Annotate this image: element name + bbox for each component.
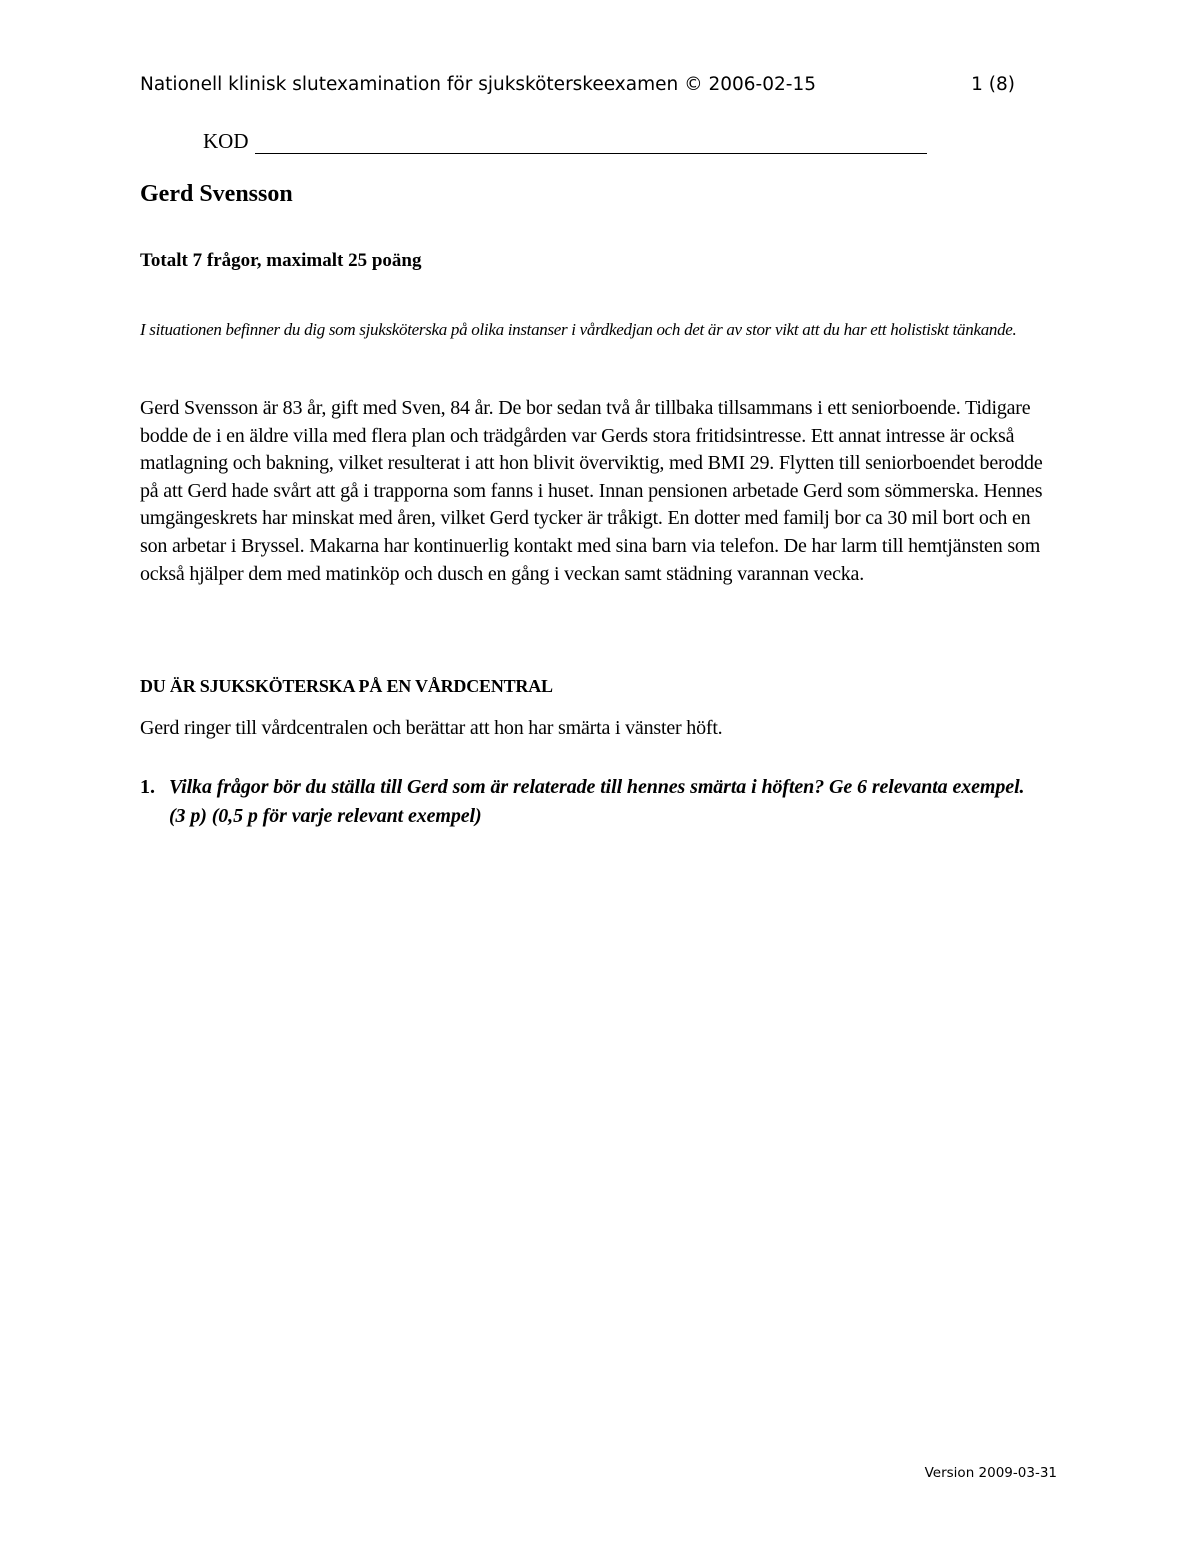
kod-input-line [255,131,927,154]
page-number: 1 (8) [971,74,1015,95]
question-text: Vilka frågor bör du ställa till Gerd som är relaterade till hennes smärta i höften? Ge 6 relevanta exempel. (3 p) (0,5 p för varje relevant exempel) [169,776,1025,827]
kod-field [203,129,927,154]
case-description: Gerd Svensson är 83 år, gift med Sven, 84 år. De bor sedan två år tillbaka tillsammans i ett seniorboende. Tidigare bodde de i en äldre villa med flera plan och trädgården var Gerds stora fritidsintresse. Ett annat intresse är också matlagning och bakning, vilket resulterat i att hon blivit överviktig, med BMI 29. Flytten till seniorboendet berodde på att Gerd hade svårt att gå i trapporna som fanns i huset. Innan pensionen arbetade Gerd som sömmerska. Hennes umgängeskrets har minskat med åren, vilket Gerd tycker är tråkigt. En dotter med familj bor ca 30 mil bort och en son arbetar i Bryssel. Makarna har kontinuerlig kontakt med sina barn via telefon. De har larm till hemtjänsten som också hjälper dem med matinköp och dusch en gång i veckan samt städning varannan vecka. [140,397,1043,585]
section-heading: DU ÄR SJUKSKÖTERSKA PÅ EN VÅRDCENTRAL [140,676,553,696]
section-text: Gerd ringer till vårdcentralen och berättar att hon har smärta i vänster höft. [140,717,723,739]
question-number: 1. [140,776,155,798]
header-title: Nationell klinisk slutexamination för sjuksköterskeexamen © 2006-02-15 [140,74,816,95]
instruction-text: I situationen befinner du dig som sjuksköterska på olika instanser i vårdkedjan och det är av stor vikt att du har ett holistiskt tänkande. [140,320,1017,339]
version-footer: Version 2009-03-31 [924,1465,1057,1481]
document-title: Gerd Svensson [140,181,293,207]
document-subtitle: Totalt 7 frågor, maximalt 25 poäng [140,250,422,271]
question-1 [140,773,1040,831]
kod-label: KOD [203,129,249,153]
